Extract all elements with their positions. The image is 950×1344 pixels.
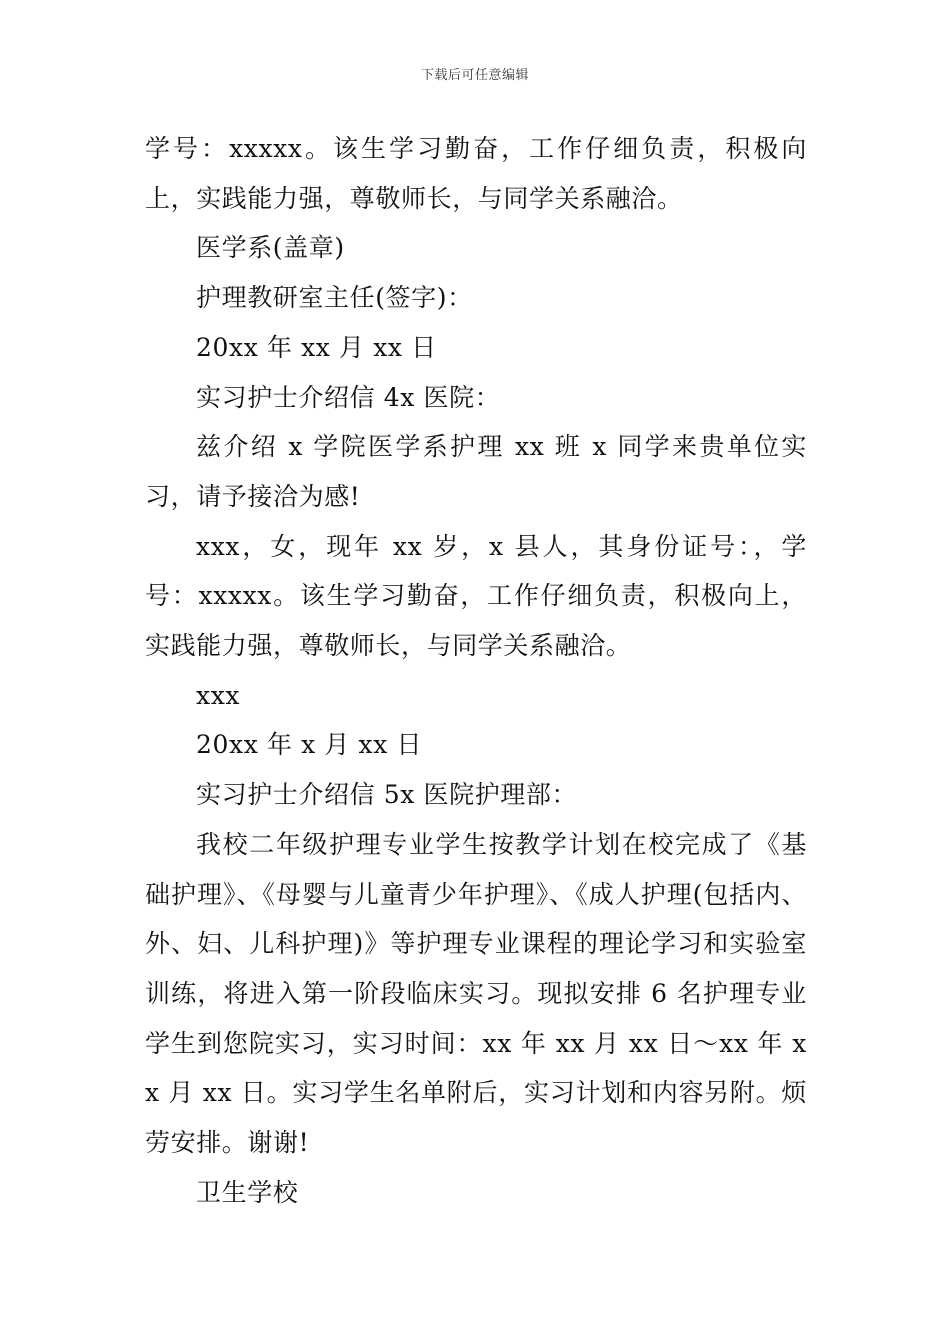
paragraph-letter-5-signer: 卫生学校 — [196, 1177, 299, 1207]
document-body — [145, 124, 807, 1217]
paragraph-date-1: 20xx 年 xx 月 xx 日 — [196, 332, 437, 362]
paragraph-letter-4-salutation: 实习护士介绍信 4x 医院： — [196, 382, 501, 412]
paragraph-director-signature: 护理教研室主任(签字)： — [196, 283, 473, 313]
paragraph-letter-4-student-info: xxx，女，现年 xx 岁，x 县人，其身份证号：，学号：xxxxx。该生学习勤奋，工作仔细负责，积极向上，实践能力强，尊敬师长，与同学关系融洽。 — [145, 531, 807, 661]
paragraph-letter-5-salutation: 实习护士介绍信 5x 医院护理部： — [196, 780, 578, 810]
paragraph-letter-5-body: 我校二年级护理专业学生按教学计划在校完成了《基础护理》、《母婴与儿童青少年护理》、《成人护理(包括内、外、妇、儿科护理)》等护理专业课程的理论学习和实验室训练，将进入第一阶段临床实习。现拟安排 6 名护理专业学生到您院实习，实习时间：xx 年 xx 月 xx 日～xx 年 xx 月 xx 日。实习学生名单附后，实习计划和内容另附。烦劳安排。谢谢! — [145, 829, 807, 1158]
paragraph-letter-4-signer: xxx — [196, 680, 241, 710]
page-header: 下载后可任意编辑 — [420, 68, 529, 83]
paragraph-letter-4-introduction: 兹介绍 x 学院医学系护理 xx 班 x 同学来贵单位实习，请予接洽为感! — [145, 432, 807, 511]
paragraph-department-seal: 医学系(盖章) — [196, 233, 345, 263]
paragraph-student-evaluation-continued: 学号：xxxxx。该生学习勤奋，工作仔细负责，积极向上，实践能力强，尊敬师长，与同学关系融洽。 — [145, 134, 807, 213]
paragraph-date-2: 20xx 年 x 月 xx 日 — [196, 730, 423, 760]
